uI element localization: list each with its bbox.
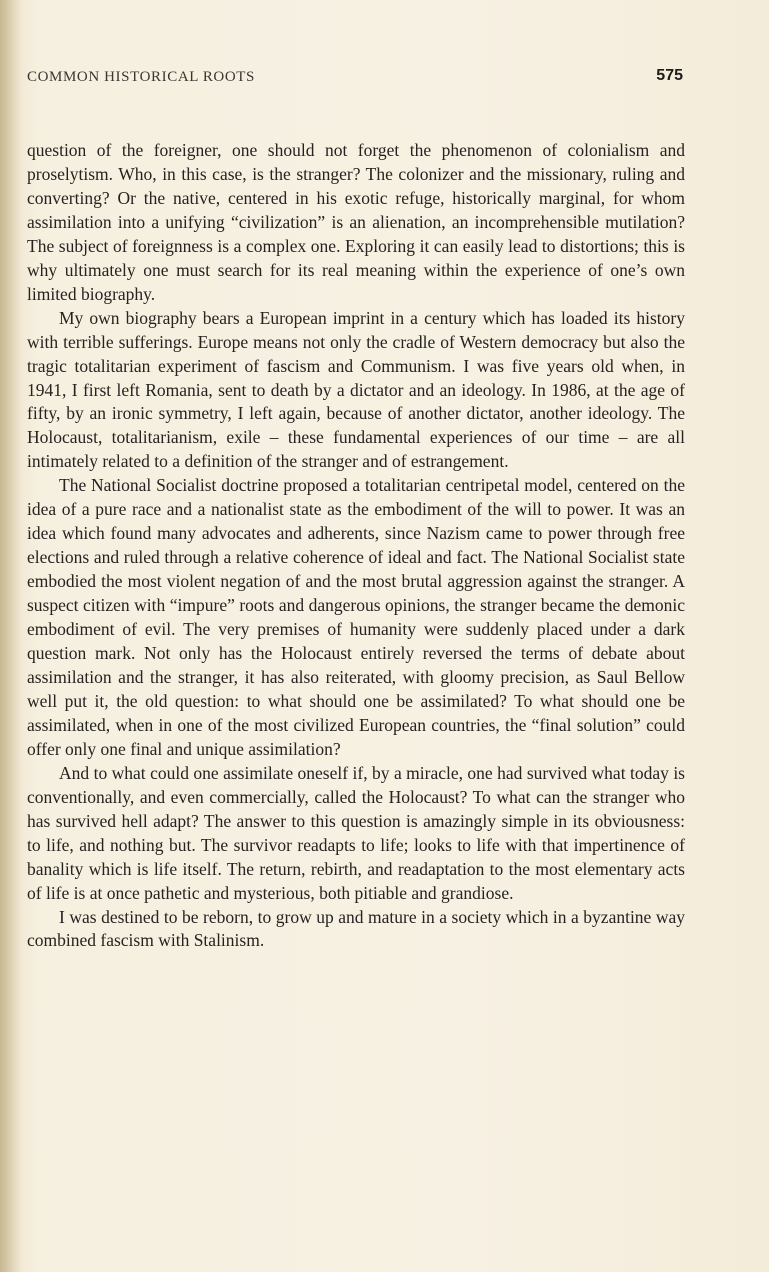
page-number: 575 — [656, 67, 683, 84]
paragraph: The National Socialist doctrine proposed a totalitarian centripetal model, centered on the idea of a pure race and a nationalist state as the embodiment of the will to power. It was an idea which found many advocates and adherents, since Nazism came to power through free elections and ruled through a relative coherence of ideal and fact. The National Socialist state embodied the most violent negation of and the most brutal aggression against the stranger. A suspect citizen with “impure” roots and dangerous opinions, the stranger became the demonic embodiment of evil. The very premises of humanity were suddenly placed under a dark question mark. Not only has the Holocaust entirely reversed the terms of debate about assimilation and the stranger, it has also reiterated, with gloomy precision, as Saul Bellow well put it, the old question: to what should one be assimilated? To what should one be assimilated, when in one of the most civilized European countries, the “final solution” could offer only one final and unique assimilation? — [27, 475, 685, 759]
running-title: COMMON HISTORICAL ROOTS — [27, 69, 255, 85]
paragraph: I was destined to be reborn, to grow up and mature in a society which in a byzantine way combined fascism with Stalinism. — [27, 906, 685, 951]
running-head — [27, 69, 683, 91]
paragraph: And to what could one assimilate oneself if, by a miracle, one had survived what today is conventionally, and even commercially, called the Holocaust? To what can the stranger who has survived hell adapt? The answer to this question is amazingly simple in its obviousness: to life, and nothing but. The survivor readapts to life; looks to life with that impertinence of banality which is life itself. The return, rebirth, and readaptation to the most elementary acts of life is at once pathetic and mysterious, both pitiable and grandiose. — [27, 762, 685, 903]
paragraph: My own biography bears a European imprint in a century which has loaded its history with terrible sufferings. Europe means not only the cradle of Western democracy but also the tragic totalitarian experiment of fascism and Communism. I was five years old when, in 1941, I first left Romania, sent to death by a dictator and an ideology. In 1986, at the age of fifty, by an ironic symmetry, I left again, because of another dictator, another ideology. The Holocaust, totalitarianism, exile – these fundamental experiences of our time – are all intimately related to a definition of the stranger and of estrangement. — [27, 307, 685, 472]
paragraph-continued: question of the foreigner, one should not forget the phenomenon of colonialism and proselytism. Who, in this case, is the stranger? The colonizer and the missionary, ruling and converting? Or the native, centered in his exotic refuge, historically marginal, for whom assimilation into a unifying “civilization” is an alienation, an incomprehensible mutilation? The subject of foreignness is a complex one. Exploring it can easily lead to distortions; this is why ultimately one must search for its real meaning within the experience of one’s own limited biography. — [27, 140, 685, 304]
body-text — [27, 139, 685, 953]
gutter-shadow — [0, 0, 22, 1272]
